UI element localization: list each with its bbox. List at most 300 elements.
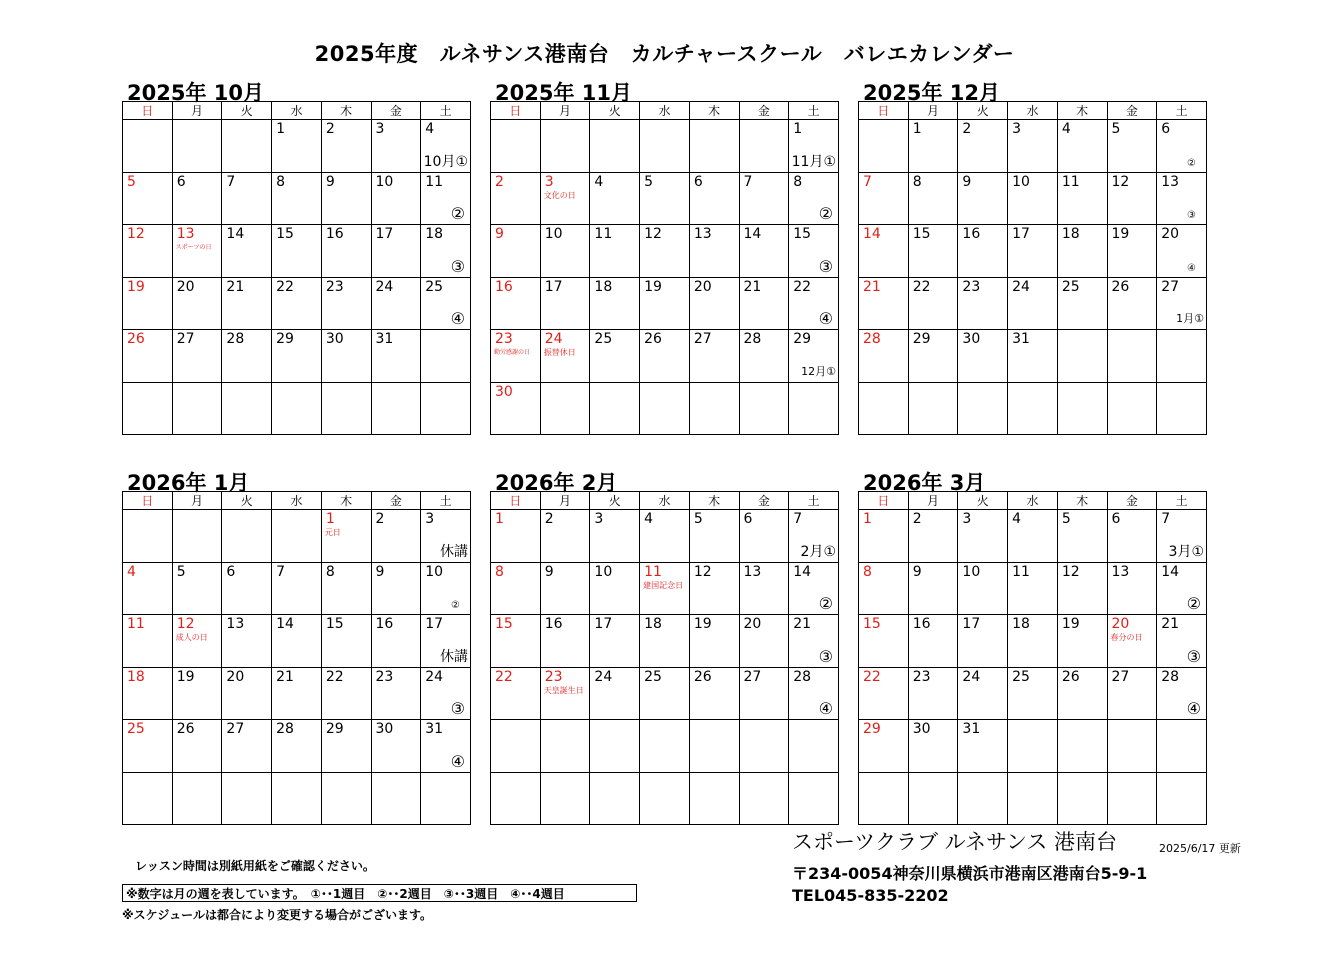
day-number: 27 — [176, 331, 195, 347]
day-number: 2 — [495, 173, 504, 190]
day-number: 10 — [375, 173, 394, 190]
day-number: 21 — [793, 616, 812, 632]
month-table — [490, 491, 839, 825]
day-cell — [222, 120, 272, 173]
weekday-header: 金 — [371, 492, 421, 510]
day-cell — [789, 615, 839, 668]
day-cell — [1157, 382, 1207, 435]
day-cell — [172, 510, 222, 563]
day-cell — [491, 615, 541, 668]
day-cell — [590, 330, 640, 383]
day-cell — [421, 720, 471, 773]
day-cell — [540, 225, 590, 278]
day-number: 10 — [1012, 173, 1030, 190]
day-cell — [123, 667, 173, 720]
weekday-header: 金 — [739, 102, 789, 120]
day-number: 23 — [325, 278, 344, 295]
day-number: 29 — [276, 331, 294, 347]
day-cell — [222, 615, 272, 668]
day-number: 9 — [375, 563, 385, 580]
day-cell — [689, 382, 739, 435]
day-cell — [689, 510, 739, 563]
day-number: 27 — [1111, 668, 1130, 685]
day-number: 8 — [325, 563, 335, 580]
day-cell — [371, 120, 421, 173]
day-cell — [491, 225, 541, 278]
day-cell — [789, 772, 839, 825]
week-row — [859, 615, 1207, 668]
day-number: 26 — [693, 668, 712, 685]
day-cell — [321, 120, 371, 173]
day-cell — [739, 615, 789, 668]
week-row — [491, 120, 839, 173]
day-cell — [272, 225, 322, 278]
day-cell — [421, 510, 471, 563]
lesson-week-mark: 休講 — [440, 648, 468, 665]
day-number: 28 — [863, 331, 881, 347]
weekday-header: 木 — [1057, 102, 1107, 120]
day-number: 18 — [644, 616, 662, 632]
lesson-week-mark: ④ — [818, 699, 833, 718]
lesson-week-mark: ③ — [818, 256, 833, 276]
month-title: 2025年 12月 — [863, 81, 1000, 105]
day-number: 8 — [495, 563, 504, 580]
day-number: 6 — [176, 173, 186, 190]
day-cell — [222, 172, 272, 225]
day-cell — [1008, 615, 1058, 668]
day-number: 18 — [1012, 616, 1030, 632]
day-cell — [321, 330, 371, 383]
day-number: 28 — [743, 331, 762, 347]
day-cell — [689, 120, 739, 173]
lesson-week-mark: 12月① — [801, 364, 836, 378]
day-cell — [958, 172, 1008, 225]
day-number: 26 — [176, 721, 195, 737]
day-cell — [1157, 667, 1207, 720]
day-cell — [1107, 772, 1157, 825]
day-cell — [908, 615, 958, 668]
day-number: 19 — [644, 278, 662, 295]
day-number: 25 — [425, 278, 444, 295]
day-cell — [1008, 225, 1058, 278]
day-cell — [222, 510, 272, 563]
day-cell — [421, 382, 471, 435]
lesson-week-mark: ③ — [1187, 210, 1196, 221]
day-number: 11 — [644, 563, 662, 580]
lesson-week-mark: 1月① — [1176, 312, 1204, 325]
day-number: 4 — [594, 173, 604, 190]
day-number: 20 — [226, 668, 245, 685]
day-cell — [123, 720, 173, 773]
day-number: 16 — [495, 278, 513, 295]
day-cell — [540, 510, 590, 563]
day-number: 31 — [1012, 331, 1030, 347]
day-number: 1 — [495, 511, 504, 527]
day-cell — [321, 772, 371, 825]
lesson-week-mark: ② — [450, 204, 465, 223]
weekday-header: 月 — [908, 102, 958, 120]
lesson-week-mark: ② — [818, 204, 833, 223]
week-number-note: ※数字は月の週を表しています。 ①･･1週目 ②･･2週目 ③･･3週目 ④･･4週目 — [122, 884, 637, 902]
day-number: 22 — [793, 278, 812, 295]
day-cell — [172, 120, 222, 173]
day-cell — [789, 510, 839, 563]
day-cell — [371, 382, 421, 435]
day-cell — [908, 330, 958, 383]
lesson-week-mark: ④ — [1186, 699, 1201, 718]
lesson-week-mark: ③ — [450, 256, 465, 276]
day-cell — [1057, 562, 1107, 615]
lesson-week-mark: 11月① — [791, 153, 836, 170]
day-cell — [739, 225, 789, 278]
week-row — [859, 120, 1207, 173]
day-cell — [859, 510, 909, 563]
week-row — [859, 772, 1207, 825]
holiday-label: 春分の日 — [1110, 633, 1143, 642]
day-number: 17 — [544, 278, 563, 295]
week-row — [491, 225, 839, 278]
day-cell — [540, 667, 590, 720]
day-cell — [540, 120, 590, 173]
day-number: 17 — [1012, 226, 1030, 242]
day-number: 25 — [127, 721, 145, 737]
day-cell — [172, 225, 222, 278]
day-number: 3 — [1012, 121, 1022, 137]
schedule-change-note: ※スケジュールは都合により変更する場合がございます。 — [122, 908, 432, 922]
day-cell — [222, 667, 272, 720]
day-number: 23 — [544, 668, 563, 685]
day-cell — [272, 277, 322, 330]
day-cell — [1107, 120, 1157, 173]
day-number: 4 — [127, 563, 136, 580]
day-cell — [859, 225, 909, 278]
day-number: 24 — [594, 668, 613, 685]
day-number: 5 — [644, 173, 654, 190]
day-cell — [222, 382, 272, 435]
day-number: 25 — [1061, 278, 1080, 295]
day-number: 25 — [1012, 668, 1030, 685]
day-cell — [908, 382, 958, 435]
day-number: 10 — [425, 563, 444, 580]
day-cell — [859, 720, 909, 773]
day-cell — [1008, 120, 1058, 173]
day-cell — [859, 382, 909, 435]
day-number: 1 — [276, 121, 286, 137]
lesson-week-mark: ④ — [450, 751, 465, 771]
day-cell — [590, 172, 640, 225]
day-number: 18 — [1061, 226, 1080, 242]
day-cell — [1008, 720, 1058, 773]
day-number: 2 — [375, 511, 385, 527]
day-cell — [640, 720, 690, 773]
day-cell — [739, 172, 789, 225]
day-number: 21 — [226, 278, 245, 295]
day-cell — [590, 382, 640, 435]
day-cell — [371, 510, 421, 563]
day-cell — [222, 225, 272, 278]
week-row — [859, 510, 1207, 563]
day-cell — [908, 562, 958, 615]
day-cell — [371, 720, 421, 773]
day-cell — [689, 562, 739, 615]
day-cell — [371, 172, 421, 225]
month-table — [122, 491, 471, 825]
day-number: 15 — [912, 226, 931, 242]
day-number: 16 — [544, 616, 563, 632]
day-cell — [1057, 510, 1107, 563]
week-row — [859, 562, 1207, 615]
day-cell — [739, 562, 789, 615]
day-cell — [421, 172, 471, 225]
day-number: 6 — [1161, 121, 1171, 137]
weekday-header: 月 — [540, 492, 590, 510]
day-number: 10 — [594, 563, 613, 580]
day-cell — [958, 277, 1008, 330]
weekday-header: 土 — [421, 492, 471, 510]
day-number: 28 — [793, 668, 812, 685]
day-cell — [371, 330, 421, 383]
weekday-header: 土 — [421, 102, 471, 120]
club-address: 〒234-0054神奈川県横浜市港南区港南台5-9-1 — [792, 864, 1148, 883]
day-cell — [222, 330, 272, 383]
day-cell — [859, 615, 909, 668]
week-row — [491, 562, 839, 615]
weekday-header: 火 — [222, 102, 272, 120]
weekday-header: 日 — [491, 492, 541, 510]
day-cell — [590, 667, 640, 720]
day-number: 31 — [425, 721, 444, 737]
day-cell — [789, 720, 839, 773]
day-number: 14 — [1161, 563, 1180, 580]
day-number: 7 — [226, 173, 236, 190]
weekday-header: 土 — [1157, 492, 1207, 510]
day-cell — [689, 277, 739, 330]
day-number: 9 — [495, 226, 504, 242]
day-cell — [491, 510, 541, 563]
day-cell — [958, 772, 1008, 825]
day-number: 28 — [276, 721, 294, 737]
day-cell — [222, 562, 272, 615]
day-number: 14 — [276, 616, 294, 632]
day-cell — [123, 510, 173, 563]
day-number: 17 — [375, 226, 394, 242]
weekday-header: 水 — [640, 102, 690, 120]
day-cell — [640, 510, 690, 563]
day-cell — [640, 615, 690, 668]
day-cell — [371, 277, 421, 330]
day-cell — [172, 772, 222, 825]
day-cell — [789, 277, 839, 330]
day-cell — [859, 772, 909, 825]
day-cell — [1157, 120, 1207, 173]
day-cell — [640, 667, 690, 720]
weekday-header: 水 — [640, 492, 690, 510]
day-cell — [689, 667, 739, 720]
day-number: 12 — [693, 563, 712, 580]
day-cell — [1057, 720, 1107, 773]
month-title: 2026年 1月 — [127, 471, 250, 495]
day-cell — [1057, 615, 1107, 668]
day-cell — [540, 277, 590, 330]
day-number: 7 — [743, 173, 753, 190]
day-number: 13 — [176, 226, 195, 242]
day-cell — [1157, 615, 1207, 668]
day-number: 17 — [594, 616, 613, 632]
day-cell — [1008, 330, 1058, 383]
lesson-week-mark: ③ — [450, 699, 465, 718]
week-row — [859, 172, 1207, 225]
day-number: 22 — [863, 668, 881, 685]
day-cell — [1057, 667, 1107, 720]
day-number: 22 — [495, 668, 513, 685]
day-cell — [172, 277, 222, 330]
day-number: 24 — [425, 668, 444, 685]
day-cell — [958, 330, 1008, 383]
day-cell — [172, 720, 222, 773]
lesson-week-mark: 10月① — [423, 153, 468, 170]
day-number: 31 — [962, 721, 981, 737]
day-cell — [321, 562, 371, 615]
month-table — [858, 101, 1207, 435]
day-cell — [540, 382, 590, 435]
week-row — [123, 667, 471, 720]
day-cell — [640, 382, 690, 435]
day-number: 8 — [276, 173, 286, 190]
day-cell — [272, 330, 322, 383]
day-cell — [908, 720, 958, 773]
day-number: 13 — [693, 226, 712, 242]
holiday-label: 文化の日 — [543, 190, 576, 200]
day-cell — [321, 225, 371, 278]
day-number: 13 — [743, 563, 762, 580]
day-number: 14 — [743, 226, 762, 242]
day-cell — [739, 120, 789, 173]
day-cell — [590, 772, 640, 825]
day-number: 21 — [1161, 616, 1180, 632]
month-title: 2025年 11月 — [495, 81, 632, 105]
day-cell — [491, 382, 541, 435]
day-number: 9 — [912, 563, 922, 580]
day-cell — [540, 615, 590, 668]
day-cell — [859, 667, 909, 720]
week-row — [491, 172, 839, 225]
day-cell — [172, 615, 222, 668]
week-row — [859, 225, 1207, 278]
month-table — [122, 101, 471, 435]
weekday-header: 金 — [739, 492, 789, 510]
day-number: 15 — [495, 616, 513, 632]
day-cell — [321, 667, 371, 720]
day-number: 18 — [425, 226, 444, 242]
day-cell — [1157, 225, 1207, 278]
day-cell — [123, 615, 173, 668]
day-number: 17 — [425, 616, 444, 632]
day-number: 11 — [594, 226, 613, 242]
day-cell — [172, 330, 222, 383]
month-title: 2026年 3月 — [863, 471, 986, 495]
day-number: 12 — [1111, 173, 1130, 190]
weekday-header: 土 — [789, 102, 839, 120]
week-row — [491, 330, 839, 383]
day-cell — [272, 562, 322, 615]
weekday-header: 月 — [172, 492, 222, 510]
club-phone: TEL045-835-2202 — [792, 886, 949, 905]
day-cell — [1008, 382, 1058, 435]
day-number: 24 — [544, 331, 563, 347]
day-number: 6 — [743, 511, 753, 527]
weekday-header: 金 — [1107, 492, 1157, 510]
day-number: 29 — [863, 721, 881, 737]
day-cell — [859, 120, 909, 173]
weekday-header: 月 — [172, 102, 222, 120]
day-cell — [123, 225, 173, 278]
day-cell — [689, 615, 739, 668]
day-cell — [1157, 172, 1207, 225]
day-cell — [491, 330, 541, 383]
day-cell — [958, 667, 1008, 720]
weekday-header: 木 — [321, 492, 371, 510]
page-title: 2025年度 ルネサンス港南台 カルチャースクール バレエカレンダー — [314, 42, 1015, 66]
day-number: 4 — [425, 121, 435, 137]
day-number: 27 — [226, 721, 245, 737]
day-number: 23 — [495, 331, 513, 347]
day-number: 20 — [743, 616, 762, 632]
day-number: 13 — [226, 616, 245, 632]
day-number: 23 — [375, 668, 394, 685]
day-cell — [123, 382, 173, 435]
day-number: 7 — [863, 173, 872, 190]
week-row — [491, 615, 839, 668]
weekday-header: 水 — [1008, 492, 1058, 510]
day-number: 7 — [276, 563, 286, 580]
week-row — [123, 720, 471, 773]
day-cell — [908, 772, 958, 825]
day-number: 16 — [912, 616, 931, 632]
day-cell — [421, 562, 471, 615]
day-number: 18 — [594, 278, 613, 295]
day-number: 11 — [425, 173, 444, 190]
day-cell — [789, 225, 839, 278]
day-number: 2 — [912, 511, 922, 527]
day-number: 14 — [226, 226, 245, 242]
week-row — [859, 330, 1207, 383]
weekday-header: 日 — [123, 102, 173, 120]
day-number: 24 — [962, 668, 981, 685]
week-row — [123, 120, 471, 173]
day-cell — [123, 172, 173, 225]
day-cell — [640, 562, 690, 615]
day-cell — [958, 510, 1008, 563]
day-number: 20 — [693, 278, 712, 295]
day-number: 28 — [1161, 668, 1180, 685]
day-cell — [1107, 382, 1157, 435]
day-number: 21 — [743, 278, 762, 295]
weekday-header: 月 — [540, 102, 590, 120]
weekday-header: 木 — [1057, 492, 1107, 510]
week-row — [123, 225, 471, 278]
day-cell — [590, 225, 640, 278]
day-number: 2 — [962, 121, 972, 137]
day-cell — [859, 562, 909, 615]
day-cell — [1107, 562, 1157, 615]
day-cell — [640, 772, 690, 825]
day-cell — [371, 225, 421, 278]
day-number: 15 — [325, 616, 344, 632]
day-cell — [908, 172, 958, 225]
day-number: 8 — [912, 173, 922, 190]
day-cell — [1107, 667, 1157, 720]
day-number: 3 — [544, 173, 554, 190]
